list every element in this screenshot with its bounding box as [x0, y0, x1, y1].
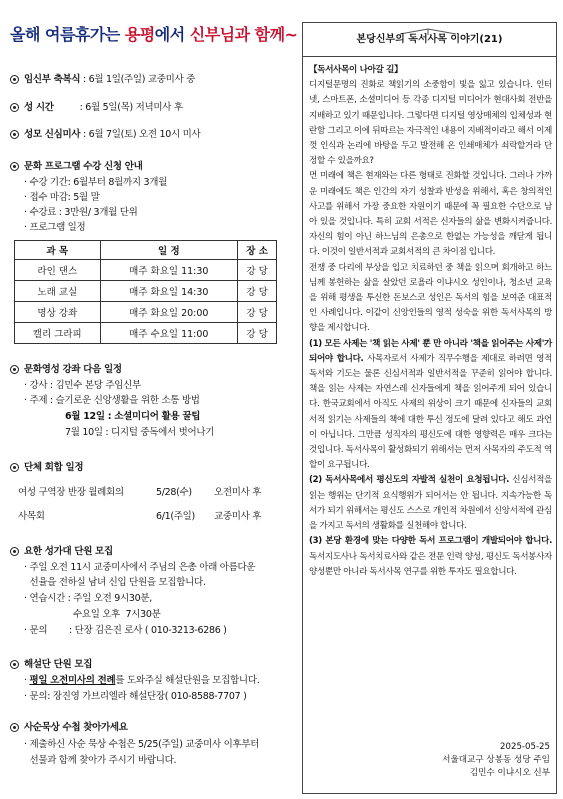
table-row: [15, 323, 277, 344]
header-subject: 과 목: [15, 241, 101, 260]
event-value: : 6월 5일(목) 저녁미사 후: [79, 102, 183, 113]
meeting-time: 오전미사 후: [214, 487, 262, 498]
meeting-date: 5/28(수): [156, 487, 192, 498]
story-point-1: [309, 337, 552, 474]
text: ·: [24, 675, 30, 686]
commentator-line-1: [24, 672, 259, 686]
bullet-icon: [10, 547, 19, 556]
table-row: [15, 260, 277, 281]
signature-parish: 서울대교구 상봉동 성당 주임: [442, 755, 550, 765]
culture-line: · 수강 기간: 6월부터 8월까지 3개월: [24, 177, 167, 188]
title-part3: 에서: [154, 25, 190, 44]
section-title: 단체 회합 일정: [24, 462, 84, 473]
table-row: [15, 302, 277, 323]
section-title: 요한 성가대 단원 모집: [24, 546, 113, 557]
meeting-date: 6/1(주일): [156, 511, 195, 522]
bullet-icon: [10, 162, 19, 171]
cell: 라인 댄스: [15, 260, 101, 281]
cell: 매주 화요일 20:00: [100, 302, 238, 323]
page-title: [10, 22, 297, 45]
bullet-icon: [10, 365, 19, 374]
commentator-line-2: · 문의: 장진영 가브리엘라 해설단장( 010-8588-7707 ): [24, 691, 247, 702]
event-label: 성 시간: [24, 102, 54, 113]
highlight-text: 평일 오전미사의 전례: [29, 675, 116, 686]
choir-line: · 연습시간 : 주일 오전 9시30분,: [24, 593, 152, 604]
point-heading: (1) 모든 사제는 '책 읽는 사제' 뿐 만 아니라 '책을 읽어주는 사제'가 되어야 합니다.: [309, 338, 552, 364]
bullet-icon: [10, 660, 19, 669]
cell: 캘리 그라피: [15, 323, 101, 344]
culture-line: · 접수 마감: 5월 말: [24, 192, 100, 203]
event-marian-mass: [10, 126, 200, 140]
meeting-name: 사목회: [18, 511, 45, 522]
story-paragraph: 디지털문명의 진화로 책읽기의 소중함이 빛을 잃고 있습니다. 인터넷, 스마트폰, 소셜미디어 등 각종 디지털 미디어가 현대사회 전반을 지배하고 있기 때문입니다. 그렇다면 디지털 영상매체의 입체성과 현란함 그리고 이에 뒤따르는 자극적인 내용이 지배적이라고 해서 이제껏 인식과 논리에 바탕을 두고 발전해 온 인쇄매체가 쇠락할거라 단정할 수 있을까요?: [309, 80, 552, 167]
story-date: 2025-05-25: [500, 742, 550, 752]
point-text: 사목자로서 사제가 직무수행을 제대로 하려면 영적 독서와 기도는 물론 신심서적과 일반서적을 꾸준히 읽어야 합니다. 책을 읽는 사제는 자연스레 신자들에게 책을 읽어주게 되어 있습니다. 한국교회에서 아직도 사제의 위상이 크기 때문에 신자들의 교회서적 읽기는 사제들의 책에 대한 투신 정도에 달려 있다고 해도 과언이 아닙니다. 그만큼 성직자의 평신도에 대한 영향력은 매우 크다는 것입니다. 독서사목이 활성화되기 위해서는 먼저 사목자의 주도적 역할이 요구됩니다.: [309, 353, 552, 471]
cell: 매주 수요일 11:00: [100, 323, 238, 344]
story-paragraph: 전쟁 중 다리에 부상을 입고 치료하던 중 책을 읽으며 회개하고 하느님께 봉헌하는 삶을 살았던 로욜라 이냐시오 성인이나, 청소년 교육을 위해 평생을 투신한 돈보스코 성인은 독서의 힘을 보여준 대표적인 사례입니다. 이같이 신앙인들의 영적 성숙을 위한 독서사목의 방향을 제시합니다.: [309, 262, 552, 334]
event-label: 임신부 축복식: [24, 74, 81, 85]
bullet-icon: [10, 723, 19, 732]
story-paragraph: 먼 미래에 책은 현재와는 다른 형태로 진화할 것입니다. 그러나 가까운 미래에도 책은 인간의 자기 성찰과 반성을 위해서, 혹은 창의적인 사고를 위해서 가장 중요한 자원이기 때문에 꼭 필요한 수단으로 남아 있을 것입니다. 특히 교회 서적은 신자들의 삶을 변화시켜줍니다. 자신의 힘이 아닌 하느님의 은총으로 한없는 가능성을 깨닫게 됩니다. 이것이 일반서적과 교회서적의 큰 차이점 입니다.: [309, 171, 552, 258]
commentator-title: [10, 656, 92, 670]
lecture-line: · 강사 : 김민수 본당 주임신부: [24, 380, 141, 391]
cell: 강 당: [238, 323, 277, 344]
choir-line: · 주일 오전 11시 교중미사에서 주님의 은총 아래 아름다운: [24, 562, 256, 573]
header-schedule: 일 정: [100, 241, 238, 260]
table-header-row: [15, 241, 277, 260]
lecture-schedule-1: 6월 12일 : 소셜미디어 활용 꿀팁: [65, 411, 201, 422]
point-heading: (3) 본당 환경에 맞는 다양한 독서 프로그램이 개발되어야 합니다.: [309, 536, 552, 547]
culture-line: · 수강료 : 3만원/ 3개월 단위: [24, 207, 138, 218]
event-label: 성모 신심미사: [24, 129, 81, 140]
section-title: 사순묵상 수첩 찾아가세요: [24, 722, 128, 733]
culture-line: · 프로그램 일정: [24, 222, 86, 233]
cell: 매주 화요일 11:30: [100, 260, 238, 281]
title-part1: 올해 여름휴가는: [10, 25, 125, 44]
lecture-title: [10, 361, 122, 375]
point-text: 신심서적을 읽는 행위는 단기적 요식행위가 되어서는 안 됩니다. 지속가능한 독서가 되기 위해서는 평신도 스스로 개인적 차원에서 신앙서적에 관심을 가지고 독서의 생활화를 실천해야 합니다.: [309, 475, 552, 532]
choir-line: · 문의 : 단장 김은진 로사 ( 010-3213-6286 ): [24, 625, 227, 636]
story-point-3: [309, 534, 552, 580]
signature-name: 김민수 이냐시오 신부: [469, 768, 550, 778]
story-body: [309, 63, 552, 580]
bullet-icon: [10, 75, 19, 84]
meeting-time: 교중미사 후: [214, 511, 262, 522]
choir-title: [10, 543, 113, 557]
bullet-icon: [10, 463, 19, 472]
notebook-line: · 제출하신 사순 묵상 수첩은 5/25(주일) 교중미사 이후부터: [24, 739, 260, 750]
section-title: 해설단 단원 모집: [24, 659, 93, 670]
notebook-line: 선물과 함께 찾아가 주시기 바랍니다.: [24, 755, 177, 766]
program-schedule-table: [14, 240, 277, 344]
cell: 강 당: [238, 281, 277, 302]
title-part2: 용평: [124, 25, 155, 44]
event-value: : 6월 7일(토) 오전 10시 미사: [83, 129, 201, 140]
point-heading: (2) 독서사목에서 평신도의 자발적 실천이 요청됩니다.: [309, 475, 510, 486]
bullet-icon: [10, 130, 19, 139]
notebook-title: [10, 719, 128, 733]
pastor-story-panel: [302, 22, 557, 794]
event-value: : 6월 1일(주일) 교중미사 중: [83, 74, 195, 85]
choir-line: 수요일 오후 7시30분: [24, 609, 161, 620]
meetings-title: [10, 459, 83, 473]
signature-block: [442, 741, 550, 780]
cell: 강 당: [238, 302, 277, 323]
story-point-2: [309, 473, 552, 534]
cell: 노래 교실: [15, 281, 101, 302]
section-title: 문화 프로그램 수강 신청 안내: [24, 161, 143, 172]
cell: 매주 화요일 14:30: [100, 281, 238, 302]
table-row: [15, 281, 277, 302]
choir-line: 선율을 전하실 남녀 신입 단원을 모집합니다.: [24, 577, 206, 588]
event-pregnant-blessing: [10, 71, 195, 85]
text: 를 도와주실 해설단원을 모집합니다.: [115, 675, 260, 686]
point-text: 독서지도사나 독서치료사와 같은 전문 인력 양성, 평신도 독서봉사자 양성뿐만 아니라 독서사목 연구를 위한 투자도 필요합니다.: [309, 551, 552, 577]
cell: 강 당: [238, 260, 277, 281]
section-title: 문화영성 강좌 다음 일정: [24, 364, 122, 375]
lecture-schedule-2: 7월 10일 : 디지털 중독에서 벗어나기: [65, 427, 215, 438]
header-place: 장 소: [238, 241, 277, 260]
bullet-icon: [10, 103, 19, 112]
culture-program-title: [10, 158, 143, 172]
story-subtitle: 【독서사목이 나아갈 길】: [309, 65, 403, 75]
lecture-line: · 주제 : 슬기로운 신앙생활을 위한 소통 방법: [24, 395, 200, 406]
event-holy-hour: [10, 99, 183, 113]
meeting-name: 여성 구역장 반장 월례회의: [18, 487, 124, 498]
story-heading: 본당신부의 독서사목 이야기(21): [303, 23, 556, 57]
title-part4: 신부님과 함께~: [189, 25, 298, 44]
cell: 명상 강좌: [15, 302, 101, 323]
